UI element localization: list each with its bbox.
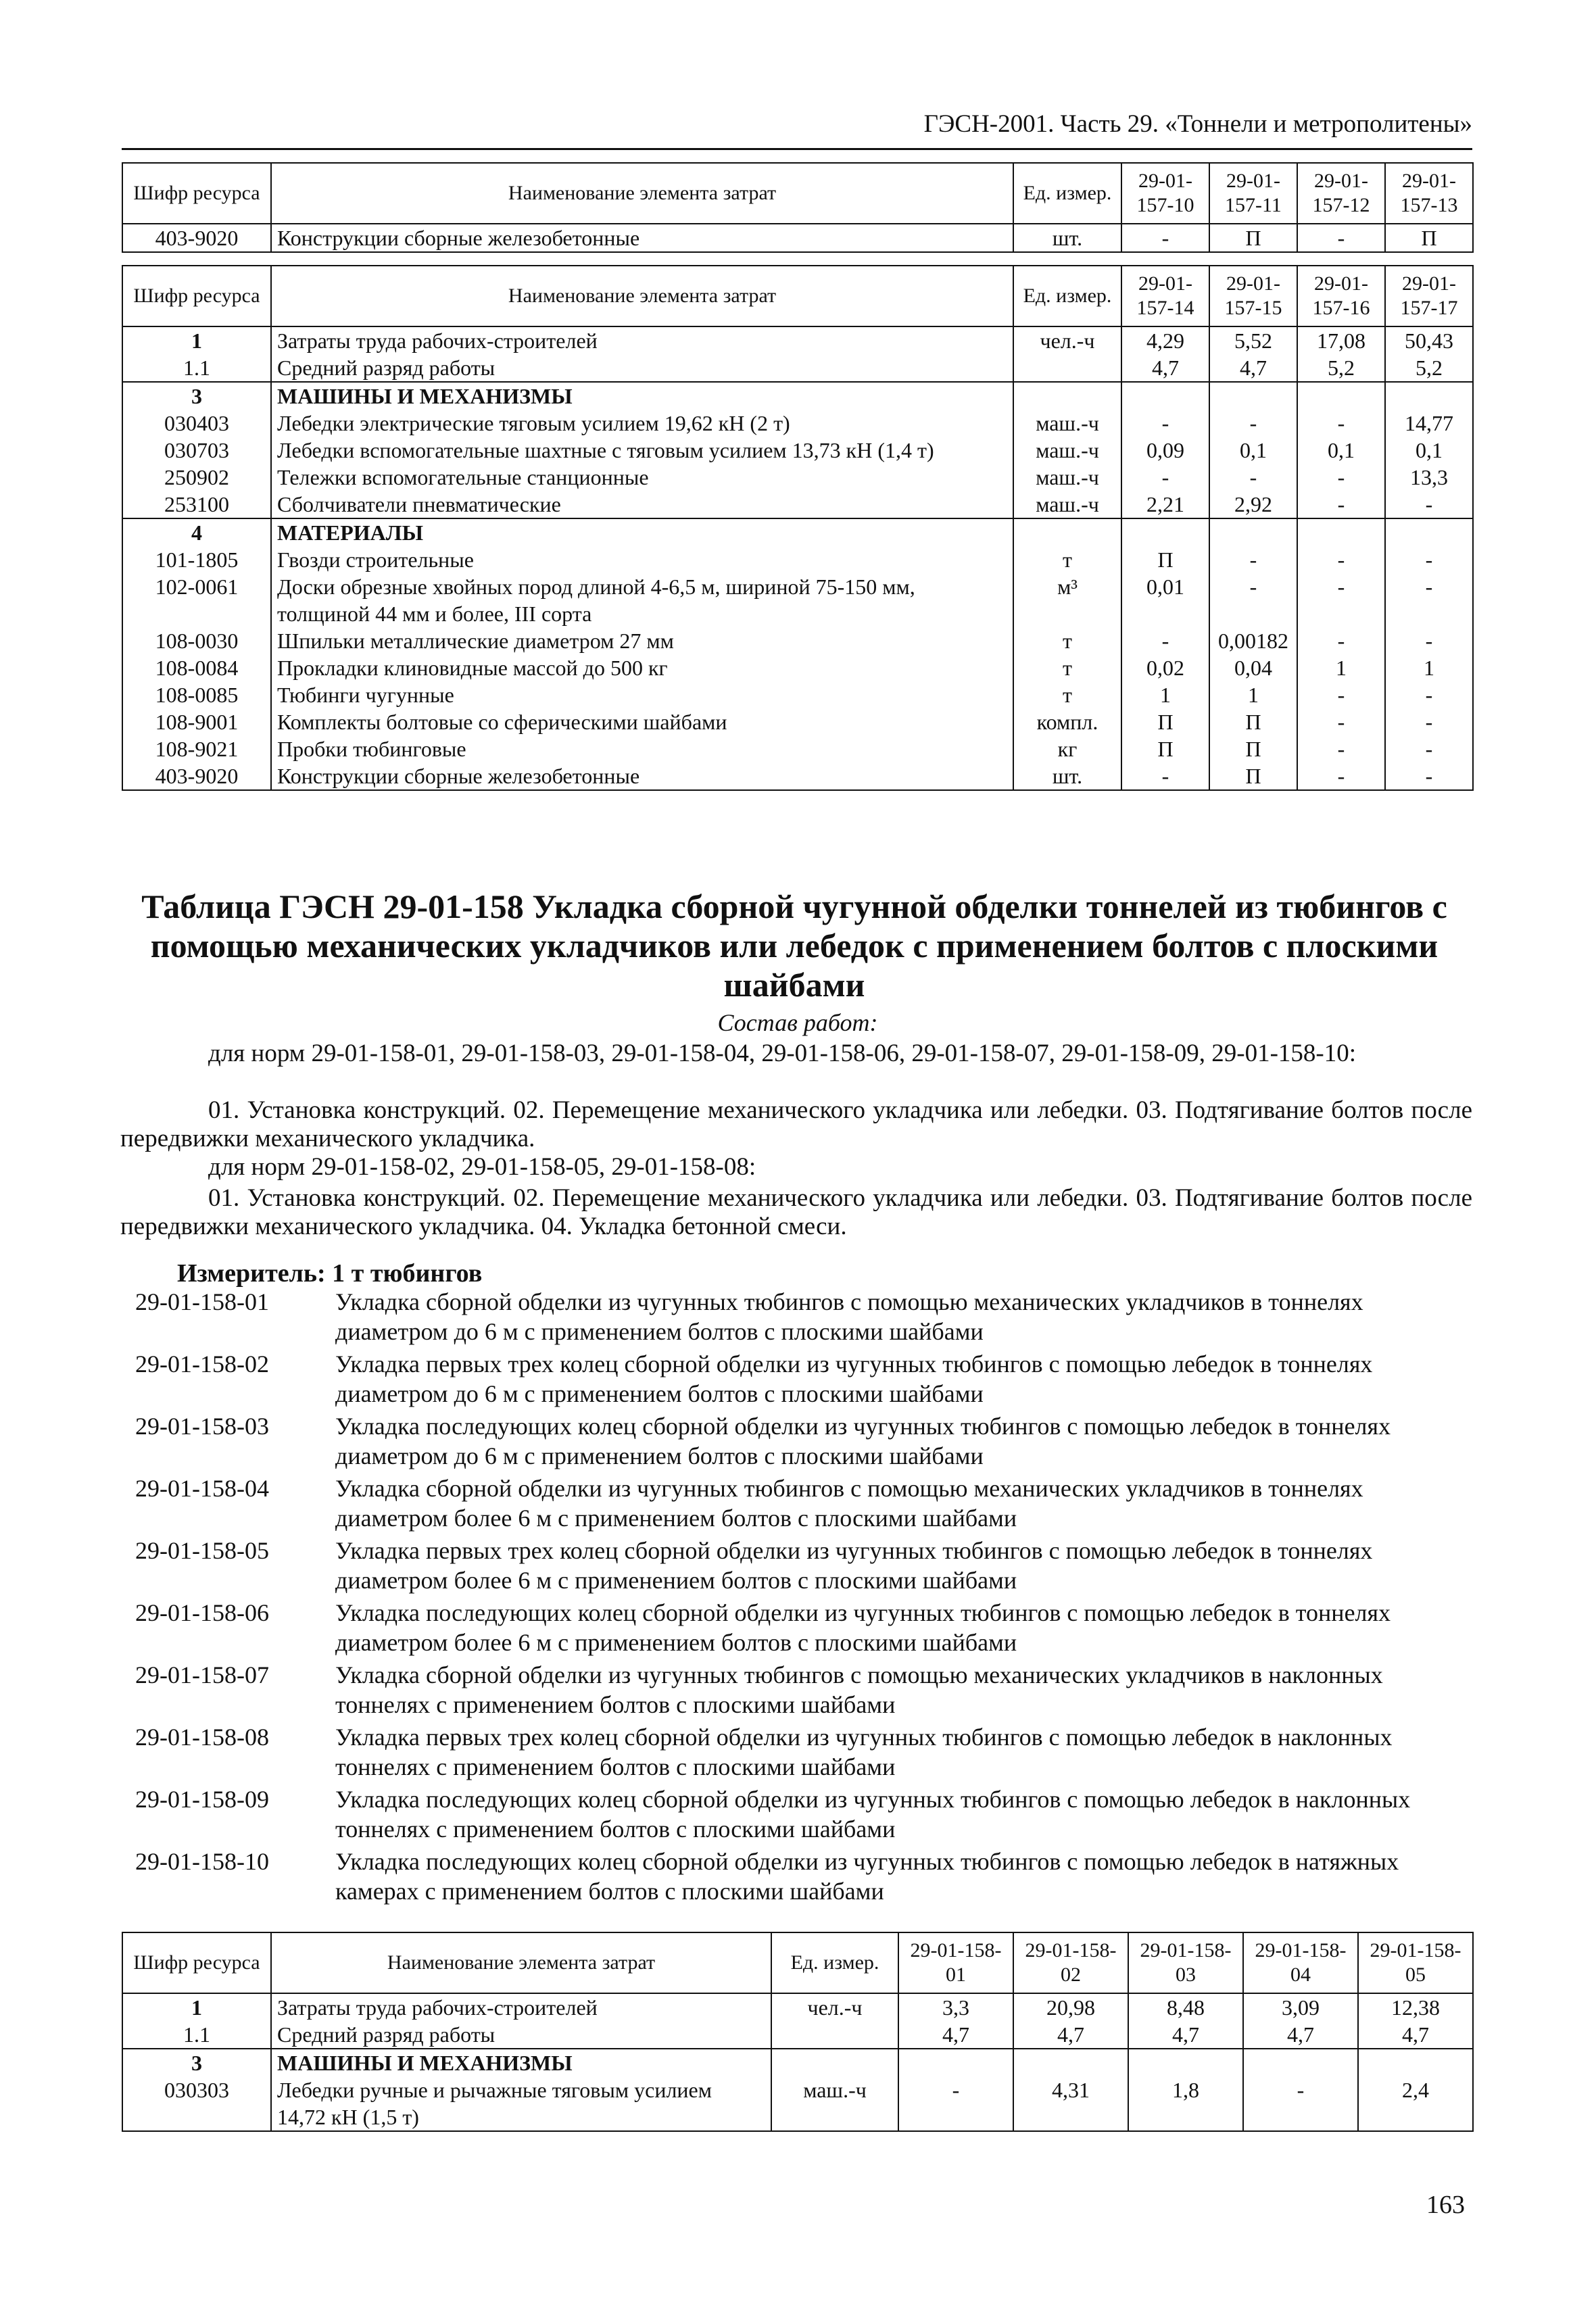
- row-value: -: [1385, 546, 1473, 573]
- row-name: Гвозди строительные: [271, 546, 1013, 573]
- resource-table-157-14-17: [122, 265, 1474, 791]
- norm-description: Укладка сборной обделки из чугунных тюбингов с помощью механических укладчиков в тоннелях диаметром до 6 м с применением болтов с плоскими шайбами: [335, 1288, 1363, 1345]
- row-code: 030403: [122, 410, 271, 437]
- norm-description: Укладка первых трех колец сборной обделки из чугунных тюбингов с помощью лебедок в наклонных тоннелях с применением болтов с плоскими шайбами: [335, 1724, 1393, 1780]
- row-unit: шт.: [1013, 762, 1121, 790]
- row-value: П: [1121, 708, 1209, 735]
- table-row: [122, 1993, 1473, 2021]
- table-row: [122, 681, 1473, 708]
- section-row: [122, 518, 1473, 546]
- list-item: [135, 1847, 1474, 1909]
- table-row: [122, 2021, 1473, 2049]
- table-row: [122, 2076, 1473, 2131]
- row-value: -: [1297, 681, 1385, 708]
- row-unit: т: [1013, 627, 1121, 654]
- row-code: 030303: [122, 2076, 271, 2131]
- row-name: Средний разряд работы: [271, 2021, 771, 2049]
- section-title: Таблица ГЭСН 29-01-158 Укладка сборной чугунной обделки тоннелей из тюбингов с помощью механических укладчиков или лебедок с применением болтов с плоскими шайбами: [141, 887, 1447, 1004]
- measure-unit: Измеритель: 1 т тюбингов: [177, 1259, 483, 1288]
- section-title: МАШИНЫ И МЕХАНИЗМЫ: [271, 382, 1013, 410]
- row-name: Комплекты болтовые со сферическими шайбами: [271, 708, 1013, 735]
- row-value: 0,00182: [1209, 627, 1297, 654]
- norm-description: Укладка последующих колец сборной обделки из чугунных тюбингов с помощью лебедок в тоннелях диаметром более 6 м с применением болтов с плоскими шайбами: [335, 1599, 1391, 1656]
- norm-code: 29-01-158-10: [135, 1848, 269, 1875]
- resource-table-157-10-13: [122, 162, 1474, 253]
- work-composition-1: 01. Установка конструкций. 02. Перемещение механического укладчика или лебедки. 03. Подтягивание болтов после передвижки механического укладчика.: [120, 1096, 1472, 1152]
- row-value: -: [1297, 573, 1385, 627]
- table-row: [122, 708, 1473, 735]
- row-value: 4,7: [1128, 2021, 1243, 2049]
- row-value: -: [1209, 410, 1297, 437]
- row-value: 2,21: [1121, 491, 1209, 518]
- row-value: -: [1297, 410, 1385, 437]
- row-value: 4,31: [1013, 2076, 1128, 2131]
- row-code: 3: [122, 382, 271, 410]
- row-value: 0,01: [1121, 573, 1209, 627]
- row-value: 0,02: [1121, 654, 1209, 681]
- row-value: -: [1209, 546, 1297, 573]
- list-item: [135, 1411, 1474, 1473]
- col-header-norm: 29-01-158-04: [1243, 1932, 1358, 1993]
- row-name: Тележки вспомогательные станционные: [271, 464, 1013, 491]
- table-row: [122, 464, 1473, 491]
- row-name: Сболчиватели пневматические: [271, 491, 1013, 518]
- running-header: ГЭСН-2001. Часть 29. «Тоннели и метрополитены»: [122, 109, 1472, 150]
- list-item: [135, 1722, 1474, 1784]
- row-value: 4,7: [898, 2021, 1013, 2049]
- row-value: -: [1385, 573, 1473, 627]
- row-value: 4,29: [1121, 326, 1209, 354]
- list-item: [135, 1536, 1474, 1598]
- row-name: Средний разряд работы: [271, 354, 1013, 382]
- section-row: [122, 2049, 1473, 2076]
- table-row: [122, 491, 1473, 518]
- row-value: П: [1209, 708, 1297, 735]
- row-value: П: [1209, 224, 1297, 252]
- row-value: 5,2: [1297, 354, 1385, 382]
- row-value: -: [1121, 627, 1209, 654]
- row-unit: маш.-ч: [1013, 464, 1121, 491]
- row-code: 4: [122, 518, 271, 546]
- row-value: 5,2: [1385, 354, 1473, 382]
- composition-heading: Состав работ:: [717, 1009, 878, 1036]
- norm-code: 29-01-158-06: [135, 1599, 269, 1626]
- norm-code: 29-01-158-01: [135, 1288, 269, 1315]
- row-unit: компл.: [1013, 708, 1121, 735]
- row-name: Затраты труда рабочих-строителей: [271, 1993, 771, 2021]
- col-header-norm: 29-01-157-11: [1209, 163, 1297, 224]
- row-value: -: [1209, 464, 1297, 491]
- row-value: -: [1243, 2076, 1358, 2131]
- row-unit: чел.-ч: [1013, 326, 1121, 354]
- row-unit: кг: [1013, 735, 1121, 762]
- norm-description: Укладка последующих колец сборной обделки из чугунных тюбингов с помощью лебедок в тоннелях диаметром до 6 м с применением болтов с плоскими шайбами: [335, 1413, 1391, 1469]
- row-unit: маш.-ч: [1013, 410, 1121, 437]
- col-header-name: Наименование элемента затрат: [271, 266, 1013, 326]
- row-value: 2,4: [1358, 2076, 1473, 2131]
- row-unit: маш.-ч: [1013, 437, 1121, 464]
- row-code: 108-9021: [122, 735, 271, 762]
- row-value: -: [1297, 735, 1385, 762]
- row-code: 108-9001: [122, 708, 271, 735]
- row-value: -: [1385, 681, 1473, 708]
- table-row: [122, 654, 1473, 681]
- norm-code: 29-01-158-07: [135, 1661, 269, 1688]
- row-code: 101-1805: [122, 546, 271, 573]
- norm-description: Укладка первых трех колец сборной обделки из чугунных тюбингов с помощью лебедок в тоннелях диаметром до 6 м с применением болтов с плоскими шайбами: [335, 1350, 1373, 1407]
- row-code: 108-0030: [122, 627, 271, 654]
- norm-description: Укладка сборной обделки из чугунных тюбингов с помощью механических укладчиков в тоннелях диаметром более 6 м с применением болтов с плоскими шайбами: [335, 1475, 1363, 1532]
- row-code: 253100: [122, 491, 271, 518]
- col-header-code: Шифр ресурса: [122, 1932, 271, 1993]
- row-value: -: [1121, 224, 1209, 252]
- list-item: [135, 1287, 1474, 1349]
- row-name: Конструкции сборные железобетонные: [271, 224, 1013, 252]
- row-value: 3,09: [1243, 1993, 1358, 2021]
- row-value: П: [1385, 224, 1473, 252]
- row-value: -: [898, 2076, 1013, 2131]
- row-value: -: [1121, 410, 1209, 437]
- col-header-unit: Ед. измер.: [1013, 163, 1121, 224]
- row-name: Прокладки клиновидные массой до 500 кг: [271, 654, 1013, 681]
- col-header-norm: 29-01-157-16: [1297, 266, 1385, 326]
- row-unit: маш.-ч: [771, 2076, 898, 2131]
- norm-description: Укладка последующих колец сборной обделки из чугунных тюбингов с помощью лебедок в натяжных камерах с применением болтов с плоскими шайбами: [335, 1848, 1399, 1905]
- list-item: [135, 1784, 1474, 1847]
- row-value: 13,3: [1385, 464, 1473, 491]
- col-header-norm: 29-01-157-15: [1209, 266, 1297, 326]
- row-value: -: [1121, 464, 1209, 491]
- row-unit: т: [1013, 654, 1121, 681]
- norm-code: 29-01-158-04: [135, 1475, 269, 1502]
- row-code: 250902: [122, 464, 271, 491]
- row-unit: т: [1013, 546, 1121, 573]
- row-value: -: [1297, 491, 1385, 518]
- list-item: [135, 1349, 1474, 1411]
- row-value: 1: [1297, 654, 1385, 681]
- row-value: 0,09: [1121, 437, 1209, 464]
- norm-code: 29-01-158-09: [135, 1786, 269, 1813]
- row-code: 403-9020: [122, 762, 271, 790]
- row-name: Лебедки электрические тяговым усилием 19,62 кН (2 т): [271, 410, 1013, 437]
- table-row: [122, 224, 1473, 252]
- row-value: 4,7: [1358, 2021, 1473, 2049]
- table-row: [122, 354, 1473, 382]
- col-header-norm: 29-01-157-10: [1121, 163, 1209, 224]
- row-value: 1: [1121, 681, 1209, 708]
- section-row: [122, 382, 1473, 410]
- table-row: [122, 627, 1473, 654]
- row-value: 14,77: [1385, 410, 1473, 437]
- row-unit: [1013, 354, 1121, 382]
- row-value: 3,3: [898, 1993, 1013, 2021]
- row-value: 4,7: [1121, 354, 1209, 382]
- row-value: 1: [1209, 681, 1297, 708]
- row-value: 0,1: [1385, 437, 1473, 464]
- row-code: 102-0061: [122, 573, 271, 627]
- col-header-unit: Ед. измер.: [771, 1932, 898, 1993]
- row-value: -: [1297, 546, 1385, 573]
- row-name: Лебедки вспомогательные шахтные с тяговым усилием 13,73 кН (1,4 т): [271, 437, 1013, 464]
- row-value: 12,38: [1358, 1993, 1473, 2021]
- table-row: [122, 326, 1473, 354]
- row-unit: [771, 2021, 898, 2049]
- col-header-norm: 29-01-157-14: [1121, 266, 1209, 326]
- col-header-code: Шифр ресурса: [122, 163, 271, 224]
- row-code: 108-0085: [122, 681, 271, 708]
- row-value: 8,48: [1128, 1993, 1243, 2021]
- row-value: П: [1209, 762, 1297, 790]
- norm-description: Укладка сборной обделки из чугунных тюбингов с помощью механических укладчиков в наклонных тоннелях с применением болтов с плоскими шайбами: [335, 1661, 1383, 1718]
- col-header-code: Шифр ресурса: [122, 266, 271, 326]
- col-header-norm: 29-01-158-01: [898, 1932, 1013, 1993]
- row-value: 4,7: [1013, 2021, 1128, 2049]
- table-row: [122, 762, 1473, 790]
- table-row: [122, 735, 1473, 762]
- row-value: 5,52: [1209, 326, 1297, 354]
- table-row: [122, 410, 1473, 437]
- row-name: Затраты труда рабочих-строителей: [271, 326, 1013, 354]
- row-value: 0,1: [1297, 437, 1385, 464]
- list-item: [135, 1598, 1474, 1660]
- row-value: -: [1297, 224, 1385, 252]
- norm-code: 29-01-158-05: [135, 1537, 269, 1564]
- row-value: 0,1: [1209, 437, 1297, 464]
- row-value: -: [1209, 573, 1297, 627]
- norm-code: 29-01-158-03: [135, 1413, 269, 1440]
- table-row: [122, 546, 1473, 573]
- row-value: 1: [1385, 654, 1473, 681]
- row-unit: м³: [1013, 573, 1121, 627]
- row-value: -: [1385, 491, 1473, 518]
- row-value: -: [1385, 762, 1473, 790]
- section-title: МАШИНЫ И МЕХАНИЗМЫ: [271, 2049, 771, 2076]
- work-composition-2: 01. Установка конструкций. 02. Перемещение механического укладчика или лебедки. 03. Подтягивание болтов после передвижки механического укладчика. 04. Укладка бетонной смеси.: [120, 1184, 1472, 1240]
- row-code: 1: [122, 1993, 271, 2021]
- list-item: [135, 1473, 1474, 1536]
- norm-description: Укладка последующих колец сборной обделки из чугунных тюбингов с помощью лебедок в наклонных тоннелях с применением болтов с плоскими шайбами: [335, 1786, 1411, 1843]
- row-value: П: [1121, 735, 1209, 762]
- section-title: МАТЕРИАЛЫ: [271, 518, 1013, 546]
- row-code: 3: [122, 2049, 271, 2076]
- row-code: 1.1: [122, 2021, 271, 2049]
- row-value: -: [1297, 464, 1385, 491]
- col-header-unit: Ед. измер.: [1013, 266, 1121, 326]
- col-header-norm: 29-01-157-12: [1297, 163, 1385, 224]
- col-header-norm: 29-01-157-17: [1385, 266, 1473, 326]
- row-value: -: [1385, 735, 1473, 762]
- row-value: 1,8: [1128, 2076, 1243, 2131]
- row-unit: чел.-ч: [771, 1993, 898, 2021]
- row-value: -: [1121, 762, 1209, 790]
- page-number: 163: [1426, 2191, 1465, 2219]
- row-unit: т: [1013, 681, 1121, 708]
- row-value: П: [1209, 735, 1297, 762]
- col-header-norm: 29-01-157-13: [1385, 163, 1473, 224]
- list-item: [135, 1660, 1474, 1722]
- norm-code: 29-01-158-02: [135, 1350, 269, 1378]
- col-header-name: Наименование элемента затрат: [271, 163, 1013, 224]
- row-name: Доски обрезные хвойных пород длиной 4-6,5 м, шириной 75-150 мм, толщиной 44 мм и более, III сорта: [271, 573, 1013, 627]
- row-value: -: [1297, 762, 1385, 790]
- row-value: П: [1121, 546, 1209, 573]
- col-header-norm: 29-01-158-02: [1013, 1932, 1128, 1993]
- row-code: 030703: [122, 437, 271, 464]
- resource-table-158-01-05: [122, 1932, 1474, 2132]
- norms-list-1: для норм 29-01-158-01, 29-01-158-03, 29-01-158-04, 29-01-158-06, 29-01-158-07, 29-01-158-09, 29-01-158-10:: [208, 1040, 1356, 1067]
- col-header-norm: 29-01-158-05: [1358, 1932, 1473, 1993]
- col-header-name: Наименование элемента затрат: [271, 1932, 771, 1993]
- row-unit: маш.-ч: [1013, 491, 1121, 518]
- row-name: Конструкции сборные железобетонные: [271, 762, 1013, 790]
- row-value: -: [1385, 708, 1473, 735]
- row-value: -: [1297, 708, 1385, 735]
- row-code: 1: [122, 326, 271, 354]
- row-value: 2,92: [1209, 491, 1297, 518]
- row-code: 403-9020: [122, 224, 271, 252]
- row-name: Тюбинги чугунные: [271, 681, 1013, 708]
- col-header-norm: 29-01-158-03: [1128, 1932, 1243, 1993]
- row-name: Пробки тюбинговые: [271, 735, 1013, 762]
- table-row: [122, 573, 1473, 627]
- row-code: 1.1: [122, 354, 271, 382]
- row-code: 108-0084: [122, 654, 271, 681]
- norm-description: Укладка первых трех колец сборной обделки из чугунных тюбингов с помощью лебедок в тоннелях диаметром более 6 м с применением болтов с плоскими шайбами: [335, 1537, 1373, 1594]
- row-value: -: [1385, 627, 1473, 654]
- norm-code: 29-01-158-08: [135, 1724, 269, 1751]
- row-value: 4,7: [1209, 354, 1297, 382]
- table-row: [122, 437, 1473, 464]
- row-name: Лебедки ручные и рычажные тяговым усилием 14,72 кН (1,5 т): [271, 2076, 771, 2131]
- row-value: -: [1297, 627, 1385, 654]
- row-unit: шт.: [1013, 224, 1121, 252]
- row-name: Шпильки металлические диаметром 27 мм: [271, 627, 1013, 654]
- row-value: 17,08: [1297, 326, 1385, 354]
- row-value: 4,7: [1243, 2021, 1358, 2049]
- norm-code-list: [135, 1287, 1474, 1909]
- row-value: 0,04: [1209, 654, 1297, 681]
- row-value: 20,98: [1013, 1993, 1128, 2021]
- row-value: 50,43: [1385, 326, 1473, 354]
- norms-list-2: для норм 29-01-158-02, 29-01-158-05, 29-01-158-08:: [208, 1153, 756, 1181]
